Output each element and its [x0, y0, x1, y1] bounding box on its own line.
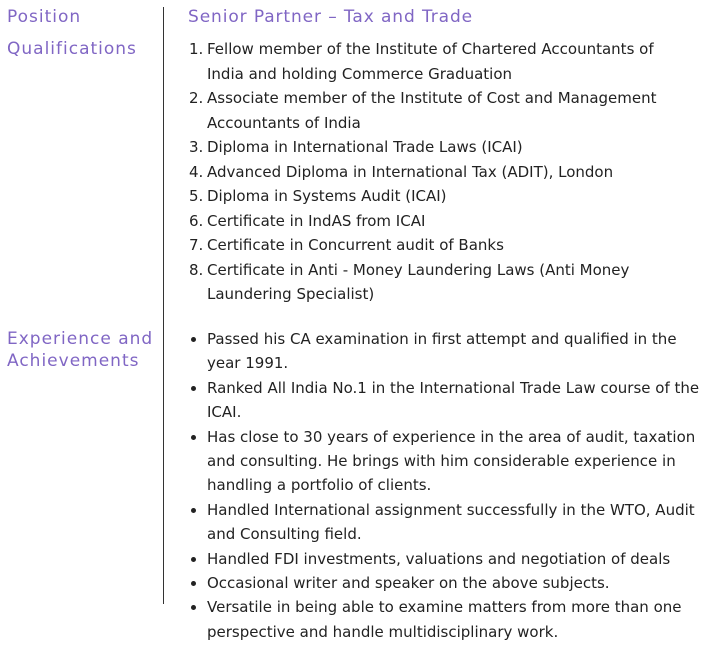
experience-item: Handled FDI investments, valuations and negotiation of deals: [189, 547, 704, 571]
qualifications-label: Qualifications: [7, 39, 137, 59]
experience-label-line1: Experience and: [7, 329, 154, 349]
experience-item: Versatile in being able to examine matters from more than one perspective and handle multidisciplinary work.: [189, 595, 704, 644]
qualification-item: Advanced Diploma in International Tax (ADIT), London: [207, 162, 614, 181]
experience-label: [7, 328, 153, 372]
qualification-item: Diploma in Systems Audit (ICAI): [207, 187, 447, 205]
experience-item: Ranked All India No.1 in the International Trade Law course of the ICAI.: [189, 376, 704, 425]
experience-item: Handled International assignment successfully in the WTO, Audit and Consulting field.: [189, 498, 704, 547]
position-title: Senior Partner – Tax and Trade: [188, 7, 474, 27]
qualification-item: Diploma in International Trade Laws (ICAI): [207, 138, 523, 156]
qualification-item: Fellow member of the Institute of Chartered Accountants of India and holding Commerce Graduation: [207, 40, 654, 83]
qualification-item: Associate member of the Institute of Cost and Management Accountants of India: [207, 89, 657, 132]
qualifications-list: [189, 37, 689, 307]
vertical-divider: [163, 7, 164, 604]
position-label: Position: [7, 7, 82, 27]
qualification-item: Certificate in IndAS from ICAI: [207, 211, 426, 230]
qualification-item: Certificate in Concurrent audit of Banks: [207, 236, 504, 254]
experience-item: Passed his CA examination in first attempt and qualified in the year 1991.: [189, 327, 704, 376]
qualification-item: Certificate in Anti - Money Laundering Laws (Anti Money Laundering Specialist): [207, 260, 630, 303]
experience-list: [189, 327, 704, 644]
experience-item: Occasional writer and speaker on the above subjects.: [189, 571, 704, 595]
experience-item: Has close to 30 years of experience in the area of audit, taxation and consulting. He brings with him considerable experience in handling a portfolio of clients.: [189, 425, 704, 498]
experience-label-line2: Achievements: [7, 351, 140, 371]
